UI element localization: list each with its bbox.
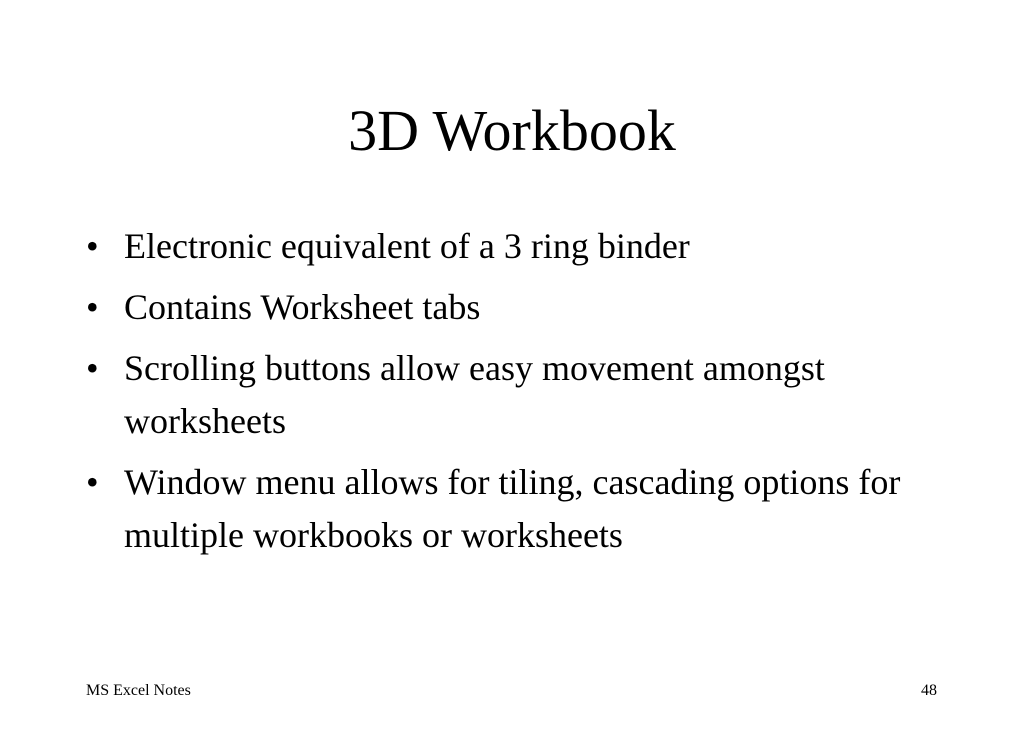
bullet-text: Contains Worksheet tabs xyxy=(124,287,481,327)
bullet-item-window-menu xyxy=(84,456,904,562)
bullet-text: Scrolling buttons allow easy movement amongst worksheets xyxy=(124,348,825,441)
bullet-dot-icon: • xyxy=(86,287,99,327)
page-number: 48 xyxy=(921,682,937,699)
footer-title: MS Excel Notes xyxy=(86,682,191,699)
bullet-item-tabs xyxy=(84,281,904,334)
bullet-dot-icon: • xyxy=(86,226,99,266)
bullet-dot-icon: • xyxy=(86,348,99,388)
bullet-list xyxy=(84,220,904,570)
bullet-item-scrolling xyxy=(84,342,904,448)
bullet-text: Electronic equivalent of a 3 ring binder xyxy=(124,226,690,266)
bullet-item-binder xyxy=(84,220,904,273)
bullet-text: Window menu allows for tiling, cascading options for multiple workbooks or worksheets xyxy=(124,462,901,555)
bullet-dot-icon: • xyxy=(86,462,99,502)
slide-title: 3D Workbook xyxy=(348,98,676,163)
